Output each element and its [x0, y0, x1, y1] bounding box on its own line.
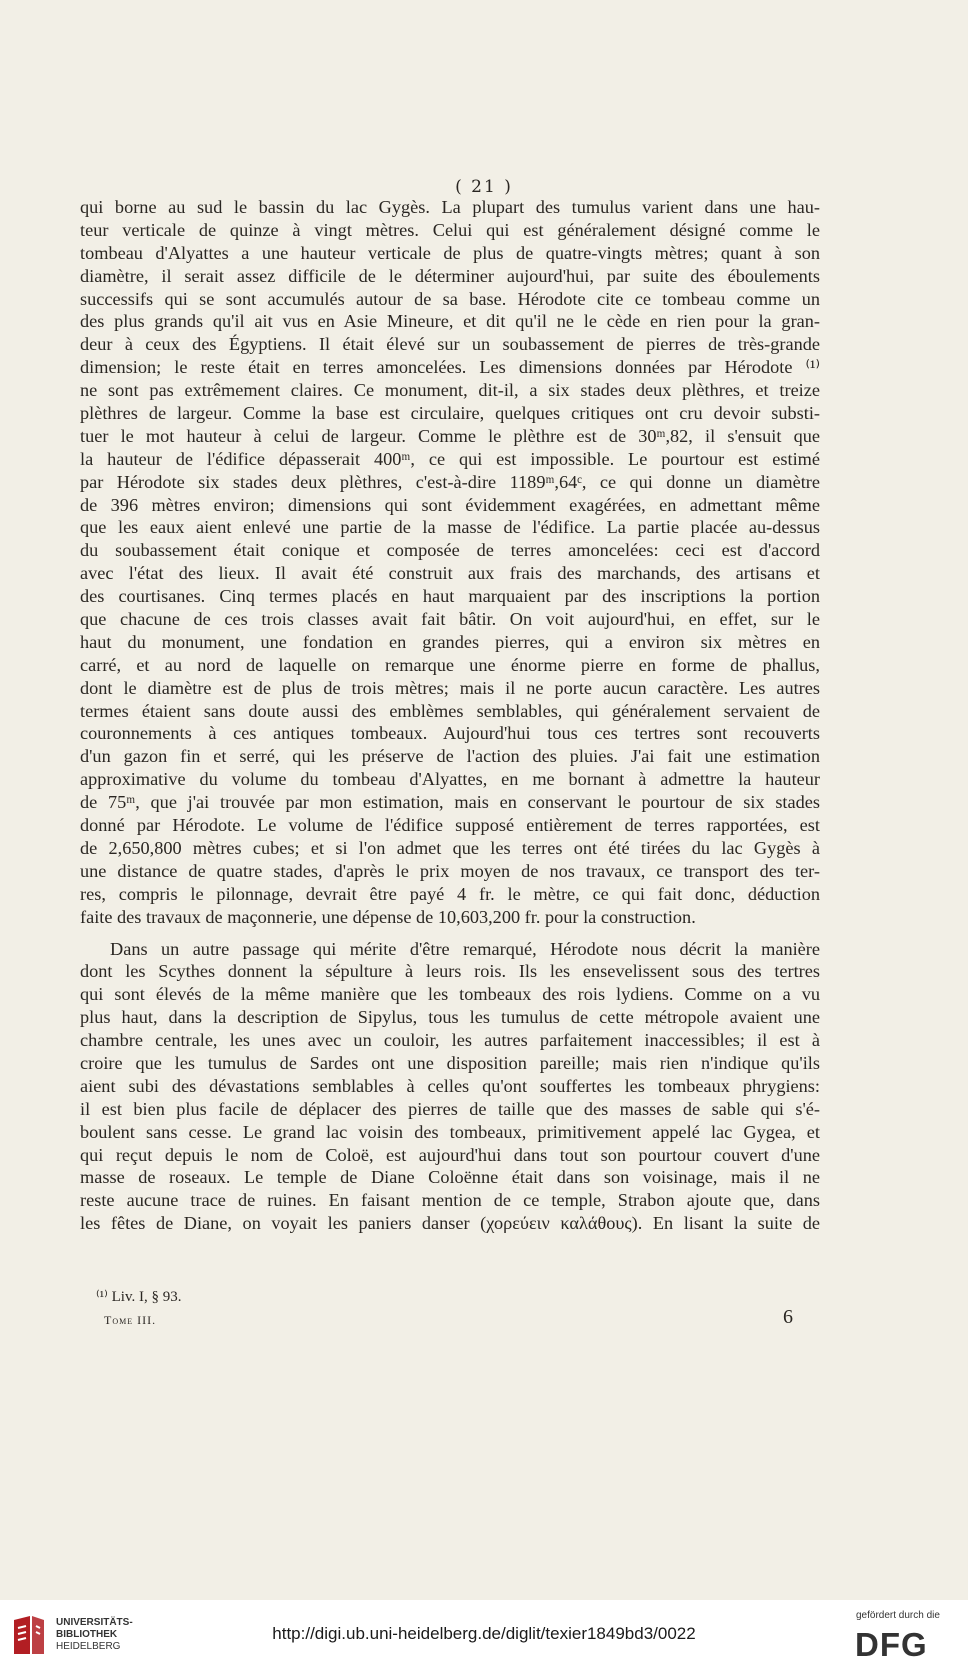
- text-line: res, compris le pilonnage, devrait être payé 4 fr. le mètre, ce qui fait donc, déduction: [80, 883, 820, 904]
- text-line: ne sont pas extrêmement claires. Ce monument, dit-il, a six stades deux plèthres, et treize: [80, 380, 820, 401]
- text-line: dimension; le reste était en terres amoncelées. Les dimensions données par Hérodote ⁽¹⁾: [80, 357, 820, 378]
- text-line: de 396 mètres environ; dimensions qui sont évidemment exagérées, en admettant même: [80, 494, 820, 515]
- text-line: Dans un autre passage qui mérite d'être remarqué, Hérodote nous décrit la manière: [110, 938, 820, 959]
- text-line: les fêtes de Diane, on voyait les paniers danser (χορεύειν καλάθους). En lisant la suite de: [80, 1213, 820, 1234]
- text-line: qui reçut depuis le nom de Coloë, est aujourd'hui dans tout son pourtour couvert d'une: [80, 1144, 820, 1165]
- text-line: faite des travaux de maçonnerie, une dépense de 10,603,200 fr. pour la construction.: [80, 906, 696, 927]
- funded-by-label: gefördert durch die: [856, 1610, 940, 1621]
- text-line: du soubassement était conique et composée de terres amoncelées: ceci est d'accord: [80, 540, 820, 561]
- text-line: dont le diamètre est de plus de trois mètres; mais il ne porte aucun caractère. Les autres: [80, 677, 820, 698]
- text-line: dont les Scythes donnent la sépulture à leurs rois. Ils les ensevelissent sous des tertres: [80, 961, 820, 982]
- bottom-bar: [0, 1600, 968, 1670]
- text-line: de 2,650,800 mètres cubes; et si l'on admet que les terres ont été tirées du lac Gygès à: [80, 837, 820, 858]
- text-line: d'un gazon fin et serré, qui les préserve de l'action des pluies. J'ai fait une estimation: [80, 746, 820, 767]
- text-line: plus haut, dans la description de Sipylus, tous les tumulus de cette métropole avaient une: [80, 1007, 820, 1028]
- text-line: croire que les tumulus de Sardes ont une disposition pareille; mais rien n'indique qu'ils: [80, 1052, 820, 1073]
- text-line: teur verticale de quinze à vingt mètres. Celui qui est généralement désigné comme le: [80, 219, 820, 240]
- footnote: ⁽¹⁾ Liv. I, § 93.: [96, 1289, 182, 1305]
- text-line: approximative du volume du tombeau d'Alyattes, en me bornant à admettre la hauteur: [80, 769, 820, 790]
- text-line: des plus grands qu'il ait vus en Asie Mineure, et dit qu'il ne le cède en rien pour la gran-: [80, 311, 820, 332]
- library-name-line3: HEIDELBERG: [56, 1641, 121, 1652]
- text-line: il est bien plus facile de déplacer des pierres de taille que des masses de sable qui s'é-: [80, 1098, 820, 1119]
- text-line: reste aucune trace de ruines. En faisant mention de ce temple, Strabon ajoute que, dans: [80, 1190, 820, 1211]
- text-line: haut du monument, une fondation en grandes pierres, qui a environ six mètres en: [80, 631, 820, 652]
- text-line: aient subi des dévastations semblables à celles qu'ont souffertes les tombeaux phrygiens:: [80, 1075, 820, 1096]
- page-number: ( 21 ): [455, 177, 513, 197]
- text-line: carré, et au nord de laquelle on remarque une énorme pierre en forme de phallus,: [80, 654, 820, 675]
- text-line: tuer le mot hauteur à celui de largeur. Comme le plèthre est de 30ᵐ,82, il s'ensuit que: [80, 425, 820, 446]
- text-line: diamètre, il serait assez difficile de le déterminer aujourd'hui, par suite des éboulements: [80, 265, 820, 286]
- text-line: masse de roseaux. Le temple de Diane Coloënne était dans son voisinage, mais il ne: [80, 1167, 820, 1188]
- text-line: de 75ᵐ, que j'ai trouvée par mon estimation, mais en conservant le pourtour de six stades: [80, 792, 820, 813]
- source-url[interactable]: http://digi.ub.uni-heidelberg.de/diglit/texier1849bd3/0022: [272, 1624, 696, 1643]
- text-line: chambre centrale, les unes avec un couloir, les autres parfaitement inaccessibles; il est à: [80, 1030, 820, 1051]
- text-line: que les eaux aient enlevé une partie de la masse de l'édifice. La partie placée au-dessus: [80, 517, 820, 538]
- text-line: termes étaient sans doute aussi des emblèmes semblables, qui généralement servaient de: [80, 700, 820, 721]
- text-line: donné par Hérodote. Le volume de l'édifice supposé entièrement de terres rapportées, est: [80, 815, 820, 836]
- text-line: la hauteur de l'édifice dépasserait 400ᵐ, ce qui est impossible. Le pourtour est estimé: [80, 448, 820, 469]
- text-line: successifs qui se sont accumulés autour de sa base. Hérodote cite ce tombeau comme un: [80, 288, 820, 309]
- text-line: avec l'état des lieux. Il avait été construit aux frais des marchands, des artisans et: [80, 563, 820, 584]
- library-name-line1: UNIVERSITÄTS-: [56, 1617, 133, 1628]
- text-line: boulent sans cesse. Le grand lac voisin des tombeaux, primitivement appelé lac Gygea, et: [80, 1121, 820, 1142]
- text-line: par Hérodote six stades deux plèthres, c'est-à-dire 1189ᵐ,64ᶜ, ce qui donne un diamètre: [80, 471, 820, 492]
- text-line: qui sont élevés de la même manière que les tombeaux des rois lydiens. Comme on a vu: [80, 984, 820, 1005]
- body-text: [80, 196, 820, 1235]
- text-line: des courtisanes. Cinq termes placés en haut marquaient par des inscriptions la portion: [80, 586, 820, 607]
- sheet-number: 6: [783, 1306, 793, 1328]
- text-line: une distance de quatre stades, d'après le prix moyen de nos travaux, ce transport des ter-: [80, 860, 820, 881]
- text-line: qui borne au sud le bassin du lac Gygès. La plupart des tumulus varient dans une hau-: [80, 197, 820, 217]
- dfg-logo: DFG: [855, 1626, 928, 1663]
- text-line: plèthres de largeur. Comme la base est circulaire, quelques critiques ont cru devoir substi-: [80, 403, 820, 424]
- text-line: tombeau d'Alyattes a une hauteur verticale de plus de quatre-vingts mètres; quant à son: [80, 242, 820, 263]
- text-line: deur à ceux des Égyptiens. Il était élevé sur un soubassement de pierres de très-grande: [80, 334, 820, 355]
- tome-label: Tome III.: [104, 1313, 157, 1327]
- library-name-line2: BIBLIOTHEK: [56, 1629, 118, 1640]
- text-line: couronnements à ces antiques tombeaux. Aujourd'hui tous ces tertres sont recouverts: [80, 723, 820, 744]
- text-line: que chacune de ces trois classes avait fait bâtir. On voit aujourd'hui, en effet, sur le: [80, 609, 820, 630]
- paragraph-spacer: [80, 929, 820, 938]
